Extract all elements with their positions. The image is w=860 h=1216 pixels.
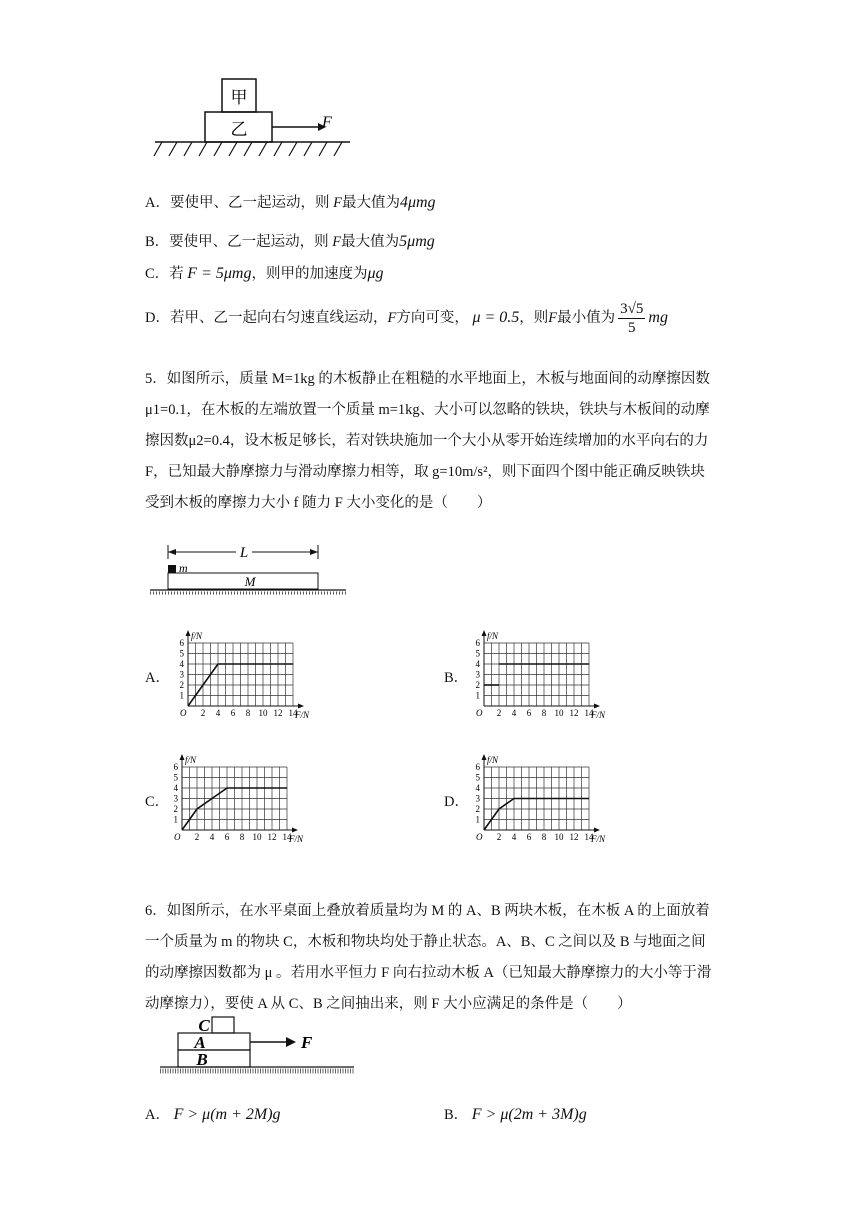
three-block-figure — [158, 1012, 358, 1082]
x-tick-label: 14 — [282, 832, 292, 842]
x-tick-label: 14 — [584, 708, 594, 718]
y-tick-label: 5 — [173, 772, 178, 783]
x-tick-label: 14 — [584, 832, 594, 842]
x-tick-label: 10 — [252, 832, 262, 842]
y-tick-label: 3 — [179, 669, 184, 680]
x-tick-label: 4 — [209, 832, 215, 842]
y-tick-label: 2 — [173, 804, 178, 814]
block-b-label: B — [196, 1050, 208, 1069]
force-label: F — [322, 114, 332, 131]
x-axis-label: F/N — [591, 710, 606, 720]
x-tick-label: 10 — [258, 708, 268, 718]
y-tick-label: 1 — [179, 690, 184, 701]
y-tick-label: 4 — [179, 659, 184, 669]
lower-block-label: 乙 — [230, 120, 248, 139]
q4-option-b[interactable]: B．要使甲、乙一起运动，则 F最大值为5μmg — [145, 233, 435, 250]
block-c-label: C — [198, 1016, 210, 1035]
origin-label: O — [174, 832, 181, 842]
y-tick-label: 2 — [475, 804, 480, 814]
y-tick-label: 3 — [475, 793, 480, 804]
x-tick-label: 6 — [526, 708, 532, 718]
y-tick-label: 5 — [475, 648, 480, 659]
y-tick-label: 2 — [475, 680, 480, 690]
x-axis-arrow — [292, 828, 298, 833]
x-tick-label: 8 — [245, 708, 251, 718]
force-f-label: F — [301, 1033, 313, 1052]
x-tick-label: 4 — [511, 708, 517, 718]
x-tick-label: 8 — [541, 708, 547, 718]
origin-label: O — [476, 832, 483, 842]
q5-text: 5．如图所示，质量 M=1kg 的木板静止在粗糙的水平地面上，木板与地面间的动摩擦因数μ1=0.1，在木板的左端放置一个质量 m=1kg、大小可以忽略的铁块，铁块与木板间的动摩擦因数μ2=0.4，设木板足够长，若对铁块施加一个大小从零开始连续增加的水平向右的力 F，已知最大静摩擦力与滑动摩擦力相等，取 g=10m/s²，则下面四个图中能正确反映铁块受到木板的摩擦力大小 f 随力 F 大小变化的是（ ） — [145, 371, 710, 511]
x-tick-label: 14 — [288, 708, 298, 718]
y-axis-arrow — [482, 754, 487, 760]
y-tick-label: 2 — [179, 680, 184, 690]
y-tick-label: 6 — [173, 762, 178, 772]
x-axis-label: F/N — [289, 834, 304, 844]
x-tick-label: 6 — [526, 832, 532, 842]
q5-chart-d — [466, 744, 611, 850]
x-axis-arrow — [594, 704, 600, 709]
y-tick-label: 4 — [475, 783, 480, 793]
small-mass-label: m — [179, 561, 188, 575]
origin-label: O — [476, 708, 483, 718]
x-axis-arrow — [594, 828, 600, 833]
y-tick-label: 1 — [173, 814, 178, 825]
x-tick-label: 12 — [267, 832, 277, 842]
x-tick-label: 4 — [215, 708, 221, 718]
y-axis-arrow — [482, 630, 487, 636]
q5-option-b-label[interactable]: B． — [444, 670, 469, 686]
x-tick-label: 2 — [200, 708, 206, 718]
x-tick-label: 12 — [273, 708, 283, 718]
x-tick-label: 6 — [230, 708, 236, 718]
q5-chart-c — [164, 744, 309, 850]
y-tick-label: 1 — [475, 814, 480, 825]
q5-chart-b — [466, 620, 611, 726]
y-axis-label: f/N — [487, 755, 499, 765]
q4-option-d[interactable]: D．若甲、乙一起向右匀速直线运动，F方向可变， μ = 0.5，则F最小值为 $\frac{3√5}{5}$ mg — [145, 301, 668, 336]
y-axis-arrow — [186, 630, 191, 636]
y-tick-label: 5 — [475, 772, 480, 783]
origin-label: O — [180, 708, 187, 718]
y-tick-label: 6 — [179, 638, 184, 648]
x-tick-label: 12 — [569, 708, 579, 718]
q4-option-a[interactable]: A．要使甲、乙一起运动，则 F最大值为4μmg — [145, 194, 436, 211]
x-tick-label: 10 — [554, 708, 564, 718]
y-axis-arrow — [180, 754, 185, 760]
y-tick-label: 5 — [179, 648, 184, 659]
q5-option-c-label[interactable]: C． — [145, 794, 170, 810]
y-tick-label: 1 — [475, 690, 480, 701]
x-axis-label: F/N — [591, 834, 606, 844]
x-tick-label: 2 — [496, 832, 502, 842]
x-tick-label: 10 — [554, 832, 564, 842]
length-label: L — [239, 545, 249, 561]
upper-block-label: 甲 — [230, 88, 248, 107]
board-block-figure — [148, 540, 358, 604]
x-tick-label: 6 — [224, 832, 230, 842]
q5-option-a-label[interactable]: A． — [145, 670, 170, 686]
stacked-blocks-figure — [150, 72, 360, 162]
q6-text: 6．如图所示，在水平桌面上叠放着质量均为 M 的 A、B 两块木板，在木板 A 的上面放着一个质量为 m 的物块 C，木板和物块均处于静止状态。A、B、C 之间以及 B 与地面之间的动摩擦因数都为 μ 。若用水平恒力 F 向右拉动木板 A（已知最大静摩擦力的大小等于滑动摩擦力），要使 A 从 C、B 之间抽出来，则 F 大小应满足的条件是（ ） — [145, 903, 712, 1012]
y-tick-label: 3 — [173, 793, 178, 804]
x-axis-arrow — [298, 704, 304, 709]
q4-option-c[interactable]: C．若 F = 5μmg，则甲的加速度为μg — [145, 265, 384, 282]
y-axis-label: f/N — [487, 631, 499, 641]
y-tick-label: 3 — [475, 669, 480, 680]
y-tick-label: 4 — [173, 783, 178, 793]
y-tick-label: 6 — [475, 638, 480, 648]
x-tick-label: 4 — [511, 832, 517, 842]
block-a-label: A — [194, 1033, 206, 1052]
y-axis-label: f/N — [191, 631, 203, 641]
q5-option-d-label[interactable]: D． — [444, 794, 469, 810]
x-tick-label: 8 — [239, 832, 245, 842]
y-axis-label: f/N — [185, 755, 197, 765]
x-axis-label: F/N — [295, 710, 310, 720]
x-tick-label: 8 — [541, 832, 547, 842]
board-mass-label: M — [244, 574, 256, 589]
y-tick-label: 6 — [475, 762, 480, 772]
x-tick-label: 2 — [496, 708, 502, 718]
q5-chart-a — [170, 620, 315, 726]
x-tick-label: 12 — [569, 832, 579, 842]
q6-option-a[interactable]: A． F > μ(m + 2M)g — [145, 1106, 281, 1123]
x-tick-label: 2 — [194, 832, 200, 842]
y-tick-label: 4 — [475, 659, 480, 669]
fraction: $\frac{3√5}{5}$ — [620, 301, 644, 336]
q6-option-b[interactable]: B． F > μ(2m + 3M)g — [444, 1106, 587, 1123]
